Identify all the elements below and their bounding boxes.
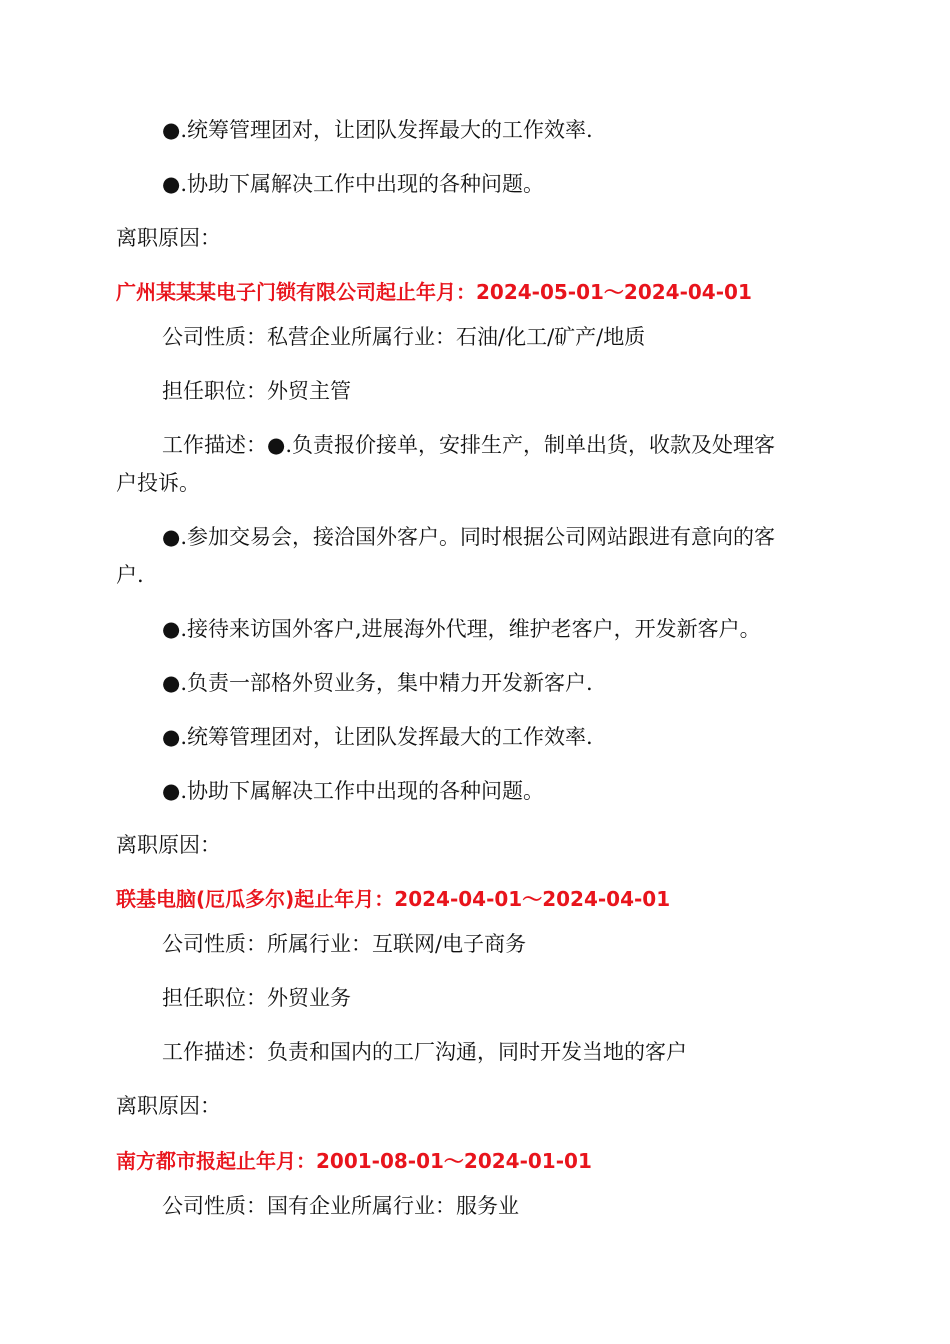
bullet-trade-business: ●.负责一部格外贸业务，集中精力开发新客户. — [162, 671, 593, 695]
job-heading-guangzhou-lock: 广州某某某电子门锁有限公司起止年月：2024-05-01～2024-04-01 — [116, 280, 752, 304]
bullet-teamwork: ●.统筹管理团对，让团队发挥最大的工作效率. — [162, 118, 593, 142]
leave-reason-label: 离职原因： — [116, 226, 221, 250]
company-info: 公司性质：私营企业所属行业：石油/化工/矿产/地质 — [162, 325, 646, 349]
bullet-trade-fair-line2: 户. — [116, 563, 144, 587]
job-heading-lianji-computer: 联基电脑(厄瓜多尔)起止年月：2024-04-01～2024-04-01 — [116, 887, 671, 911]
bullet-receive-clients: ●.接待来访国外客户,进展海外代理，维护老客户，开发新客户。 — [162, 617, 761, 641]
bullet-teamwork: ●.统筹管理团对，让团队发挥最大的工作效率. — [162, 725, 593, 749]
leave-reason-label: 离职原因： — [116, 1094, 221, 1118]
bullet-help-subordinates: ●.协助下属解决工作中出现的各种问题。 — [162, 172, 544, 196]
work-description: 工作描述：负责和国内的工厂沟通，同时开发当地的客户 — [162, 1040, 687, 1064]
work-description-line2: 户投诉。 — [116, 471, 200, 495]
company-info: 公司性质：所属行业：互联网/电子商务 — [162, 932, 527, 956]
work-description-line1: 工作描述：●.负责报价接单，安排生产，制单出货，收款及处理客 — [162, 433, 775, 457]
leave-reason-label: 离职原因： — [116, 833, 221, 857]
position-held: 担任职位：外贸业务 — [162, 986, 351, 1010]
job-heading-southern-metropolis: 南方都市报起止年月：2001-08-01～2024-01-01 — [116, 1149, 592, 1173]
bullet-trade-fair-line1: ●.参加交易会，接洽国外客户。同时根据公司网站跟进有意向的客 — [162, 525, 775, 549]
bullet-help-subordinates: ●.协助下属解决工作中出现的各种问题。 — [162, 779, 544, 803]
company-info: 公司性质：国有企业所属行业：服务业 — [162, 1194, 519, 1218]
position-held: 担任职位：外贸主管 — [162, 379, 351, 403]
